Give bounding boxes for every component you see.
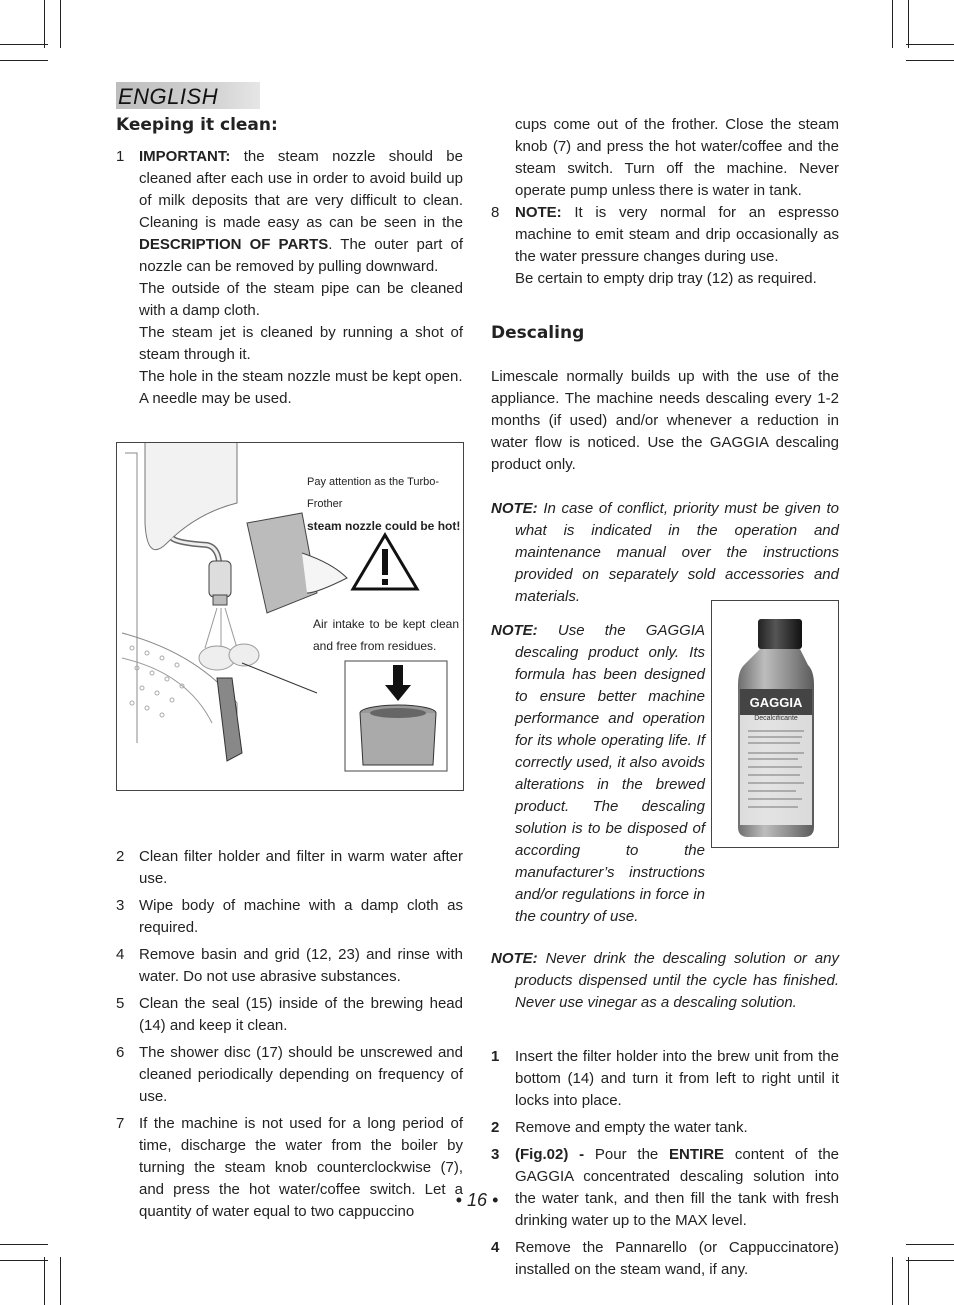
list-item xyxy=(116,993,463,1037)
language-label: ENGLISH xyxy=(118,84,219,109)
item-text xyxy=(515,202,839,268)
list-item xyxy=(116,846,463,890)
item-paragraph: The hole in the steam nozzle must be kept open. A needle may be used. xyxy=(139,368,463,407)
bottle-brand: GAGGIA xyxy=(749,695,803,710)
item-number: 2 xyxy=(116,848,125,865)
step-number: 4 xyxy=(491,1239,500,1256)
item-paragraph: The steam jet is cleaned by running a shot of steam through it. xyxy=(139,324,463,363)
figure-caption-air-intake: Air intake to be kept clean and free from residues. xyxy=(313,617,459,653)
item-number: 8 xyxy=(491,204,500,221)
item-text-part: . The outer part of nozzle can be removed by pulling downward. xyxy=(139,236,463,275)
section-heading-descaling: Descaling xyxy=(491,323,585,343)
note-text: Never drink the descaling solution or any products dispensed until the cycle has finished. Never use vinegar as a descaling solution. xyxy=(515,950,839,1011)
step-text xyxy=(515,1144,839,1232)
list-item xyxy=(491,1046,839,1112)
list-item xyxy=(116,1042,463,1108)
list-item xyxy=(116,895,463,939)
item-paragraph: Be certain to empty drip tray (12) as required. xyxy=(515,270,817,287)
caption-line-bold: steam nozzle could be hot! xyxy=(307,519,461,533)
bottle-product: Decalcificante xyxy=(754,715,798,722)
left-column-top xyxy=(116,114,463,415)
step-number: 1 xyxy=(491,1048,500,1065)
figure-caption-hot xyxy=(307,471,463,537)
item-number: 1 xyxy=(116,148,125,165)
item-text xyxy=(139,146,463,278)
bottle-illustration xyxy=(712,601,838,847)
list-item xyxy=(116,944,463,988)
note-label: NOTE: xyxy=(491,500,538,517)
page-number: • 16 • xyxy=(455,1190,499,1210)
list-item xyxy=(491,202,839,290)
language-tab xyxy=(116,82,260,109)
note-label: NOTE: xyxy=(515,204,562,221)
item-text: Remove basin and grid (12, 23) and rinse with water. Do not use abrasive substances. xyxy=(139,946,463,985)
item-text-part: It is very normal for an espresso machine to emit steam and drip occasionally as the water pressure changes during use. xyxy=(515,204,839,265)
item-text: Clean filter holder and filter in warm water after use. xyxy=(139,848,463,887)
item-7-continued: cups come out of the frother. Close the steam knob (7) and press the hot water/coffee and the steam switch. Turn off the machine. Never operate pump unless there is water in tank. xyxy=(515,116,839,199)
step-text-part: Pour the xyxy=(594,1146,670,1163)
caption-line: Pay attention as the Turbo-Frother xyxy=(307,476,440,510)
step-text: Remove the Pannarello (or Cappuccinatore) installed on the steam wand, if any. xyxy=(515,1239,839,1278)
note-text: In case of conflict, priority must be given to what is indicated in the operation and maintenance manual over the instructions provided on separately sold accessories and materials. xyxy=(515,500,839,605)
item-paragraph: The outside of the steam pipe can be cleaned with a damp cloth. xyxy=(139,280,463,319)
note-text: Use the GAGGIA descaling product only. Its formula has been designed to ensure better machine performance and operation for its whole operating life. If correctly used, it also avoids alterations in the brewed product. The descaling solution is to be disposed of according to the manufacturer’s instructions and/or regulations in force in the country of use. xyxy=(515,622,705,925)
note-block xyxy=(491,948,839,1014)
step-text: Insert the filter holder into the brew unit from the bottom (14) and turn it from left to right until it locks into place. xyxy=(515,1048,839,1109)
note-label: NOTE: xyxy=(491,950,538,967)
fig-ref: (Fig.02) - xyxy=(515,1146,595,1163)
list-item xyxy=(491,1144,839,1232)
step-number: 2 xyxy=(491,1119,500,1136)
item-text-part: the steam nozzle should be cleaned after each use in order to avoid build up of milk deposits that are very difficult to clean. Cleaning is made easy as can be seen in the xyxy=(139,148,463,231)
step-number: 3 xyxy=(491,1146,500,1163)
steam-nozzle-figure xyxy=(116,442,464,791)
description-parts-ref: DESCRIPTION OF PARTS xyxy=(139,236,329,253)
item-text: Wipe body of machine with a damp cloth as required. xyxy=(139,897,463,936)
important-label: IMPORTANT: xyxy=(139,148,231,165)
step-text: Remove and empty the water tank. xyxy=(515,1119,748,1136)
item-number: 7 xyxy=(116,1115,125,1132)
descaler-bottle-image xyxy=(711,600,839,848)
item-text: The shower disc (17) should be unscrewed and cleaned periodically depending on frequency of use. xyxy=(139,1044,463,1105)
item-number: 4 xyxy=(116,946,125,963)
step-text-part: content of the GAGGIA concentrated descaling solution into the water tank, and then fill the tank with fresh drinking water up to the MAX level. xyxy=(515,1146,839,1229)
item-text: Clean the seal (15) inside of the brewing head (14) and keep it clean. xyxy=(139,995,463,1034)
item-number: 6 xyxy=(116,1044,125,1061)
list-item xyxy=(491,1117,839,1139)
note-block xyxy=(491,620,705,928)
section-heading-cleaning: Keeping it clean: xyxy=(116,115,278,135)
list-item xyxy=(116,146,463,410)
descaling-intro: Limescale normally builds up with the use of the appliance. The machine needs descaling every 1-2 months (if used) and/or whenever a reduction in water flow is noticed. Use the GAGGIA descaling product only. xyxy=(491,368,839,473)
item-text: If the machine is not used for a long period of time, discharge the water from the boiler by turning the steam knob counterclockwise (7), and press the hot water/coffee switch. Let a quantity of water equal to two cappuccino xyxy=(139,1115,463,1220)
entire-label: ENTIRE xyxy=(669,1146,725,1163)
item-number: 5 xyxy=(116,995,125,1012)
note-block xyxy=(491,498,839,608)
item-number: 3 xyxy=(116,897,125,914)
left-column-bottom xyxy=(116,846,463,1228)
list-item xyxy=(491,1237,839,1281)
note-label: NOTE: xyxy=(491,622,538,639)
